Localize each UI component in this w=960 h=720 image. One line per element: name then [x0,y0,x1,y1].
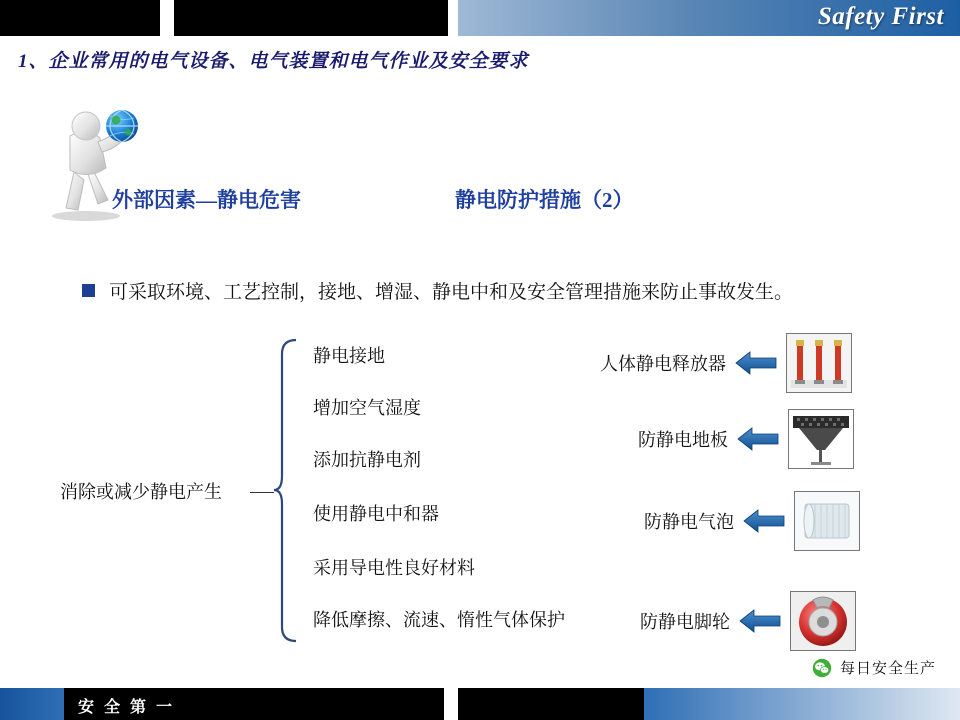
product-row [638,410,854,468]
antistatic-bubble-film-thumb [794,491,860,551]
wechat-icon [812,658,832,678]
bottom-bar-gap [444,688,458,720]
static-discharger-thumb [786,333,852,393]
left-arrow-icon [742,508,786,534]
brand-title: Safety First [817,3,944,30]
product-row [600,334,852,392]
bottom-bar-blue-segment-left [0,688,64,720]
measure-item: 降低摩擦、流速、惰性气体保护 [313,610,565,630]
top-bar-blue-segment [458,0,960,36]
left-arrow-icon [736,426,780,452]
top-banner [0,0,960,36]
bottom-banner [0,688,960,720]
bottom-bar-black-segment-2 [458,688,644,720]
product-label: 防静电脚轮 [640,612,730,632]
measure-item: 添加抗静电剂 [313,450,421,470]
top-bar-black-segment-1 [0,0,160,36]
antistatic-caster-thumb [790,591,856,651]
measure-item: 增加空气湿度 [313,398,421,418]
bottom-bar-blue-segment-right [644,688,960,720]
top-bar-gap-1 [160,0,174,36]
product-label: 防静电气泡 [644,512,734,532]
wechat-footer-mark [812,657,936,678]
product-row [644,492,860,550]
measure-item: 使用静电中和器 [313,504,439,524]
group-label: 消除或减少静电产生 [60,482,222,502]
product-row [640,592,856,650]
left-arrow-icon [734,350,778,376]
measure-item: 静电接地 [313,346,385,366]
wechat-account-name: 每日安全生产 [839,661,936,677]
page-title: 1、企业常用的电气设备、电气装置和电气作业及安全要求 [18,51,529,72]
footer-slogan: 安 全 第 一 [78,699,176,716]
top-bar-black-segment-2 [174,0,448,36]
bullet-paragraph [82,277,793,304]
product-label: 人体静电释放器 [600,354,726,374]
curly-brace-icon [272,338,298,643]
measure-item: 采用导电性良好材料 [313,558,475,578]
subtitle-right: 静电防护措施（2） [455,188,634,212]
product-label: 防静电地板 [638,430,728,450]
bullet-text: 可采取环境、工艺控制，接地、增湿、静电中和及安全管理措施来防止事故发生。 [109,282,794,303]
left-arrow-icon [738,608,782,634]
top-bar-gap-2 [448,0,458,36]
subtitle-left: 外部因素—静电危害 [112,188,301,212]
antistatic-floor-thumb [788,409,854,469]
square-bullet-icon [82,284,95,297]
group-connector-line [250,492,274,493]
